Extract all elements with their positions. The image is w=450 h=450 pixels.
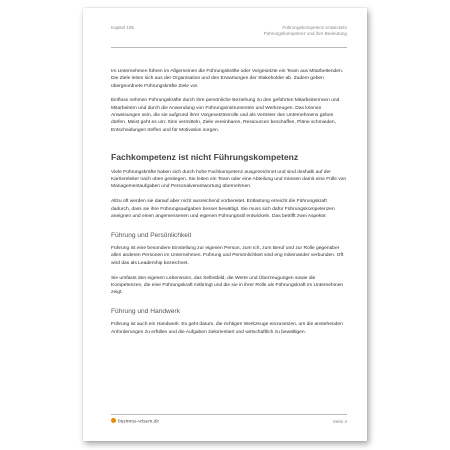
header-chapter: Kapitel 105 [111,25,134,30]
footer-brand-text: business-wissen.de [118,418,159,425]
subheading-persoenlichkeit: Führung und Persönlichkeit [111,232,192,240]
footer-brand [111,418,159,424]
paragraph-intro-1: Im Unternehmen führen im Allgemeinen die Führungskräfte oder Vorgesetzte ein Team aus Mitarbeitenden. Die Ziele leiten sich aus der Organisation und den Erwartungen der Stakeholder ab. Zudem geben übergeordnete Führungskräfte Ziele vor. [111,69,344,89]
brand-dot-icon [111,418,116,423]
subheading-handwerk: Führung und Handwerk [111,308,180,316]
section-heading-fachkompetenz: Fachkompetenz ist nicht Führungskompetenz [111,151,299,162]
paragraph-section2-1: Führung ist eine besondere Einstellung zur eigenen Person, zum Ich, zum Beruf und zur Rolle gegenüber allen anderen Personen im Unternehmen. Führung und Persönlichkeit sind eng miteinander verbunden. Oft wird das als Leadership bezeichnet. [111,246,344,266]
header-title [264,25,347,37]
document-page [83,8,367,441]
header-title-line2: Führungskompetenz und ihre Bedeutung [263,30,347,36]
paragraph-section1-2: Allzu oft werden sie darauf aber nicht ausreichend vorbereitet. Entlastung erreicht die Führungskraft dadurch, dass sie ihre Führungsaufgaben besser bewältigt. Sie muss sich dafür Führungskompetenzen aneignen und einen angemessenen und eigenen Führungsstil entwickeln. Das betrifft zwei Aspekte: [111,199,335,219]
page-number: Seite 3 [332,419,347,424]
header-title-line1: Führungskompetenz entwickeln [282,25,347,30]
paragraph-section3-1: Führung ist auch ein Handwerk. Es geht darum, die richtigen Werkzeuge einzusetzen, um die anstehenden Anforderungen zu erfüllen und die Aufgaben zielorientiert und wirtschaftlich zu bewältigen. [111,322,343,335]
paragraph-section2-2: Sie umfasst den eigenen Lebenssinn, das Selbstbild, die Werte und Überzeugungen sowie die Kompetenzen, die eine Führungskraft mitbringt und die sie in ihrer Rolle als Führungskraft im Unternehmen zeigt. [111,275,344,296]
page-footer [111,414,347,427]
page-header [111,25,347,48]
paragraph-intro-2: Einfluss nehmen Führungskräfte durch ihre persönliche Beziehung zu den geführten Mitarbeiterinnen und Mitarbeitern und durch die Anwendung von Führungsinstrumenten und Werkzeugen. Das können Anweisungen sein, die sie aufgrund ihrer Vorgesetztenrolle und als Vertreter des Unternehmens geben dürfen. Meist geht es um: Sinn vermitteln, Ziele vereinbaren, Ressourcen beschaffen, Pläne schmieden, Entscheidungen treffen und für Motivation sorgen. [111,98,340,133]
paragraph-section1-1: Viele Führungskräfte haben sich durch hohe Fachkompetenz ausgezeichnet und sind deshalb auf der Karriereleiter nach oben gestiegen. Sie leiten ein Team oder eine Abteilung und müssen damit eine Fülle von Managementaufgaben und Personalverantwortung übernehmen. [111,169,347,190]
page-content [111,68,347,344]
